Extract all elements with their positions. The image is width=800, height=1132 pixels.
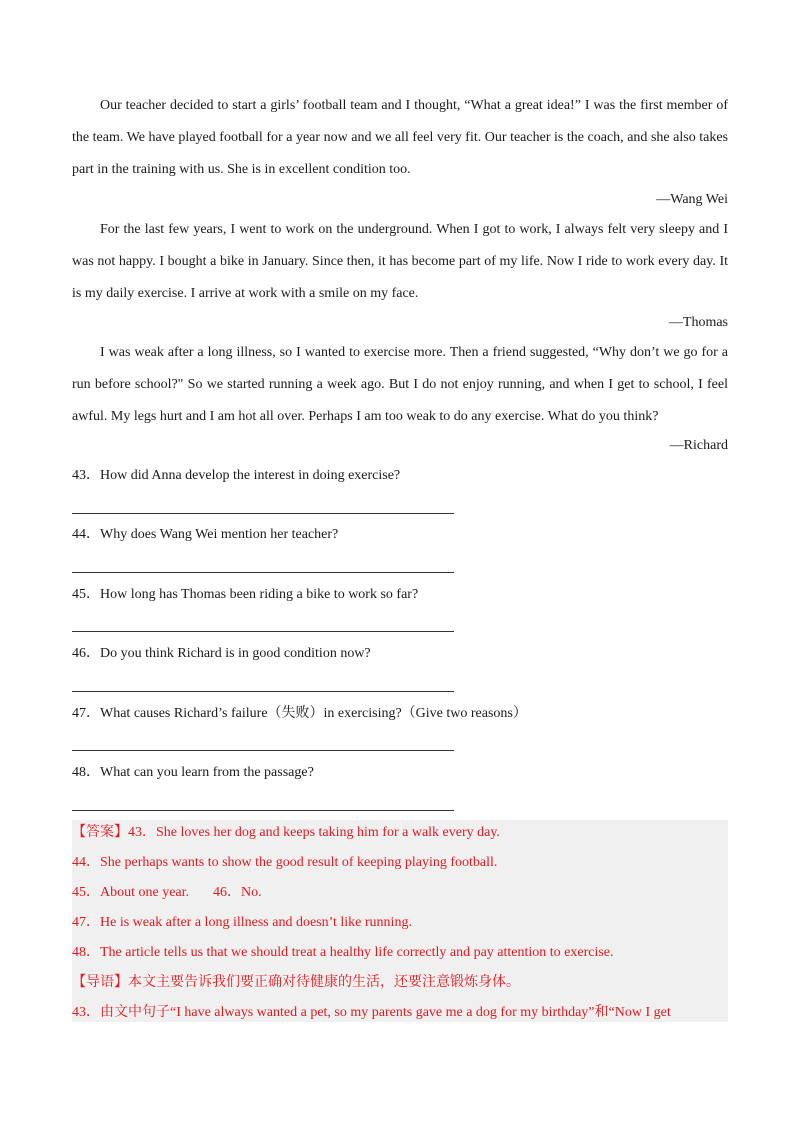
question-47: 47．What causes Richard’s failure（失败）in exercising?（Give two reasons） [72, 706, 527, 721]
answer-45: 45．About one year. [72, 885, 190, 900]
question-46: 46．Do you think Richard is in good condition now? [72, 646, 371, 661]
answer-43: 【答案】43．She loves her dog and keeps taking him for a walk every day. [72, 825, 500, 840]
question-48: 48．What can you learn from the passage? [72, 765, 314, 780]
answer-48: 48．The article tells us that we should treat a healthy life correctly and pay attention to exercise. [72, 945, 614, 960]
answer-46: 46．No. [213, 885, 262, 900]
explanation-43: 43．由文中句子“I have always wanted a pet, so my parents gave me a dog for my birthday”和“Now I get [72, 1005, 671, 1020]
answer-line-47[interactable] [72, 750, 454, 751]
signature-richard: —Richard [669, 438, 728, 453]
answer-45-46 [72, 883, 728, 903]
answer-47: 47．He is weak after a long illness and doesn’t like running. [72, 915, 412, 930]
answer-line-46[interactable] [72, 691, 454, 692]
signature-thomas: —Thomas [668, 315, 728, 330]
answer-line-43[interactable] [72, 513, 454, 514]
answer-line-45[interactable] [72, 631, 454, 632]
paragraph-thomas: For the last few years, I went to work on the underground. When I got to work, I always felt very sleepy and I was not happy. I bought a bike in January. Since then, it has become part of my life. Now I ride to work every day. It is my daily exercise. I arrive at work with a smile on my face. [72, 222, 728, 301]
answer-line-48[interactable] [72, 810, 454, 811]
paragraph-wang-wei: Our teacher decided to start a girls’ football team and I thought, “What a great idea!” I was the first member of the team. We have played football for a year now and we all feel very fit. Our teacher is the coach, and she also takes part in the training with us. She is in excellent condition too. [72, 98, 728, 177]
question-45: 45．How long has Thomas been riding a bike to work so far? [72, 587, 419, 602]
question-43: 43．How did Anna develop the interest in doing exercise? [72, 468, 401, 483]
answer-line-44[interactable] [72, 572, 454, 573]
answer-44: 44．She perhaps wants to show the good result of keeping playing football. [72, 855, 498, 870]
question-44: 44．Why does Wang Wei mention her teacher? [72, 527, 339, 542]
signature-wang-wei: —Wang Wei [656, 192, 728, 207]
paragraph-richard: I was weak after a long illness, so I wanted to exercise more. Then a friend suggested, “Why don’t we go for a run before school?" So we started running a week ago. But I do not enjoy running, and when I get to school, I feel awful. My legs hurt and I am hot all over. Perhaps I am too weak to do any exercise. What do you think? [72, 345, 728, 424]
guide-text: 【导语】本文主要告诉我们要正确对待健康的生活，还要注意锻炼身体。 [72, 975, 520, 990]
